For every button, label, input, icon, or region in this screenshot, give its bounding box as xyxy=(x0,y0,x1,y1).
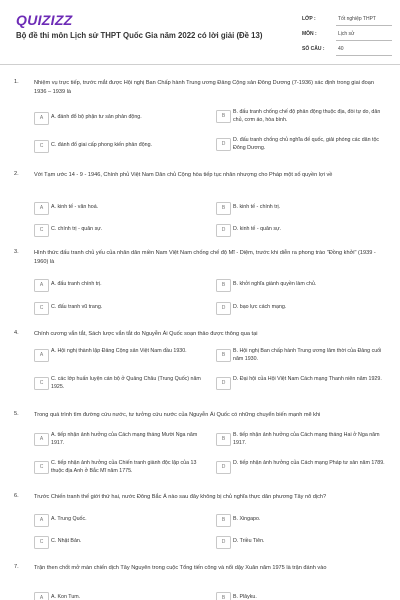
meta-value: Lịch sử xyxy=(338,31,355,37)
option-c[interactable] xyxy=(34,460,204,478)
option-letter-box: C xyxy=(34,536,49,549)
question-number: 5. xyxy=(14,411,19,417)
option-letter-box: B xyxy=(216,279,231,292)
option-d[interactable] xyxy=(216,376,386,394)
option-text: D. Đại hội của Hội Việt Nam Cách mạng Thanh niên năm 1929. xyxy=(233,376,382,382)
question-text: Trận then chốt mở màn chiến dịch Tây Nguyên trong cuộc Tổng tiến công và nổi dậy Xuân năm 1975 là trận đánh vào xyxy=(34,565,327,571)
question-number: 2. xyxy=(14,171,19,177)
meta-underline xyxy=(336,55,392,56)
option-b[interactable] xyxy=(216,432,386,450)
option-letter-box: D xyxy=(216,138,231,151)
option-letter-box: C xyxy=(34,377,49,390)
option-c[interactable] xyxy=(34,139,204,157)
option-letter-box: C xyxy=(34,140,49,153)
document-title: Bộ đề thi môn Lịch sử THPT Quốc Gia năm 2022 có lời giải (Đề 13) xyxy=(16,31,263,40)
option-letter-box: B xyxy=(216,592,231,600)
option-d[interactable] xyxy=(216,535,386,553)
option-letter-box: A xyxy=(34,514,49,527)
question-number: 3. xyxy=(14,249,19,255)
meta-underline xyxy=(336,40,392,41)
option-text: C. chính trị - quân sự. xyxy=(51,226,103,232)
option-text: A. Hội nghị thành lập Đảng Cộng sản Việt Nam đầu 1930. xyxy=(51,348,187,354)
worksheet-header xyxy=(0,0,400,66)
option-letter-box: A xyxy=(34,433,49,446)
option-text: C. tiếp nhận ảnh hưởng của Chiến tranh giành độc lập của 13 thuộc địa Anh ở Bắc Mĩ năm 1775. xyxy=(51,460,197,474)
question-text: Với Tạm ước 14 - 9 - 1946, Chính phủ Việt Nam Dân chủ Cộng hòa tiếp tục nhân nhượng cho Pháp một số quyền lợi về xyxy=(34,172,333,178)
option-letter-box: D xyxy=(216,536,231,549)
option-text: C. đấu tranh vũ trang. xyxy=(51,304,103,310)
option-letter-box: A xyxy=(34,279,49,292)
option-b[interactable] xyxy=(216,591,386,600)
option-letter-box: B xyxy=(216,202,231,215)
option-letter-box: D xyxy=(216,377,231,390)
option-text: B. Xingapo. xyxy=(233,516,261,522)
option-text: B. khởi nghĩa giành quyền làm chủ. xyxy=(233,281,317,287)
question-number: 1. xyxy=(14,79,19,85)
quizizz-logo: QUIZIZZ xyxy=(16,12,73,28)
option-text: A. Trung Quốc. xyxy=(51,516,87,522)
option-c[interactable] xyxy=(34,301,204,319)
option-text: B. kinh tế - chính trị. xyxy=(233,204,281,210)
option-text: D. Triều Tiên. xyxy=(233,538,265,544)
meta-value: Tốt nghiệp THPT xyxy=(338,16,376,22)
option-d[interactable] xyxy=(216,137,386,155)
option-a[interactable] xyxy=(34,513,204,531)
option-c[interactable] xyxy=(34,535,204,553)
option-letter-box: A xyxy=(34,349,49,362)
option-letter-box: A xyxy=(34,592,49,600)
option-d[interactable] xyxy=(216,301,386,319)
option-text: D. tiếp nhận ảnh hưởng của Cách mạng Pháp tư sản năm 1789. xyxy=(233,460,385,466)
option-b[interactable] xyxy=(216,109,386,127)
question-number: 7. xyxy=(14,564,19,570)
option-text: C. đánh đổ giai cấp phong kiến phản động. xyxy=(51,142,153,148)
option-letter-box: C xyxy=(34,224,49,237)
option-text: C. Nhật Bản. xyxy=(51,538,82,544)
option-text: B. Plâyku. xyxy=(233,594,257,600)
option-text: A. kinh tế - văn hoá. xyxy=(51,204,99,210)
option-text: A. Kon Tum. xyxy=(51,594,81,600)
option-a[interactable] xyxy=(34,111,204,129)
header-divider xyxy=(0,64,400,65)
option-a[interactable] xyxy=(34,591,204,600)
option-letter-box: A xyxy=(34,202,49,215)
option-a[interactable] xyxy=(34,432,204,450)
question-text: Trước Chiến tranh thế giới thứ hai, nước Đông Bắc Á nào sau đây không bị chủ nghĩa thực dân phương Tây nô dịch? xyxy=(34,494,327,500)
option-letter-box: B xyxy=(216,433,231,446)
option-text: D. kinh tế - quân sự. xyxy=(233,226,282,232)
option-b[interactable] xyxy=(216,278,386,296)
option-text: A. tiếp nhận ảnh hưởng của Cách mạng tháng Mười Nga năm 1917. xyxy=(51,432,198,446)
question-text: Hình thức đấu tranh chủ yếu của nhân dân miền Nam Việt Nam chống chế độ Mĩ - Diệm, trước khi diễn ra phong trào "Đồng khởi" (1939 - 1960) là xyxy=(34,250,376,265)
meta-value: 40 xyxy=(338,46,344,52)
option-text: B. Hội nghị Ban chấp hành Trung ương lâm thời của Đảng cuối năm 1930. xyxy=(233,348,382,362)
option-a[interactable] xyxy=(34,348,204,366)
meta-question-count xyxy=(302,44,392,56)
meta-grade xyxy=(302,14,392,26)
option-d[interactable] xyxy=(216,223,386,241)
option-c[interactable] xyxy=(34,223,204,241)
question-number: 6. xyxy=(14,493,19,499)
meta-subject xyxy=(302,29,392,41)
meta-label: MÔN : xyxy=(302,31,317,37)
option-c[interactable] xyxy=(34,376,204,394)
option-letter-box: A xyxy=(34,112,49,125)
option-letter-box: B xyxy=(216,110,231,123)
meta-label: SỐ CÂU : xyxy=(302,46,325,52)
question-text: Trong quá trình tìm đường cứu nước, tư tưởng cứu nước của Nguyễn Ái Quốc có những chuyển biến mạnh mẽ khi xyxy=(34,412,321,418)
option-letter-box: D xyxy=(216,461,231,474)
option-letter-box: B xyxy=(216,514,231,527)
option-letter-box: C xyxy=(34,302,49,315)
option-letter-box: C xyxy=(34,461,49,474)
option-b[interactable] xyxy=(216,348,386,366)
option-text: D. bạo lực cách mạng. xyxy=(233,304,287,310)
question-number: 4. xyxy=(14,330,19,336)
option-letter-box: B xyxy=(216,349,231,362)
option-letter-box: D xyxy=(216,302,231,315)
option-a[interactable] xyxy=(34,201,204,219)
option-text: C. các lớp huấn luyện cán bộ ở Quảng Châu (Trung Quốc) năm 1925. xyxy=(51,376,201,390)
question-text: Chính cương vắn tắt, Sách lược vắn tắt do Nguyễn Ái Quốc soạn thảo được thông qua tại xyxy=(34,331,258,337)
meta-label: LỚP : xyxy=(302,16,316,22)
option-d[interactable] xyxy=(216,460,386,478)
question-text: Nhiệm vụ trực tiếp, trước mắt được Hội nghị Ban Chấp hành Trung ương Đảng Cộng sản Đông Dương (7-1936) xác định trong giai đoạn 1936 – 1939 là xyxy=(34,80,374,95)
meta-underline xyxy=(336,25,392,26)
option-letter-box: D xyxy=(216,224,231,237)
option-text: B. tiếp nhận ảnh hưởng của Cách mạng tháng Hai ở Nga năm 1917. xyxy=(233,432,380,446)
option-a[interactable] xyxy=(34,278,204,296)
option-text: B. đấu tranh chống chế độ phản động thuộc địa, đòi tự do, dân chủ, cơm áo, hòa bình. xyxy=(233,109,381,123)
option-text: A. đánh đổ bộ phận tư sản phản động. xyxy=(51,114,142,120)
option-b[interactable] xyxy=(216,201,386,219)
option-b[interactable] xyxy=(216,513,386,531)
option-text: A. đấu tranh chính trị. xyxy=(51,281,102,287)
option-text: D. đấu tranh chống chủ nghĩa đế quốc, giải phóng các dân tộc Đông Dương. xyxy=(233,137,380,151)
